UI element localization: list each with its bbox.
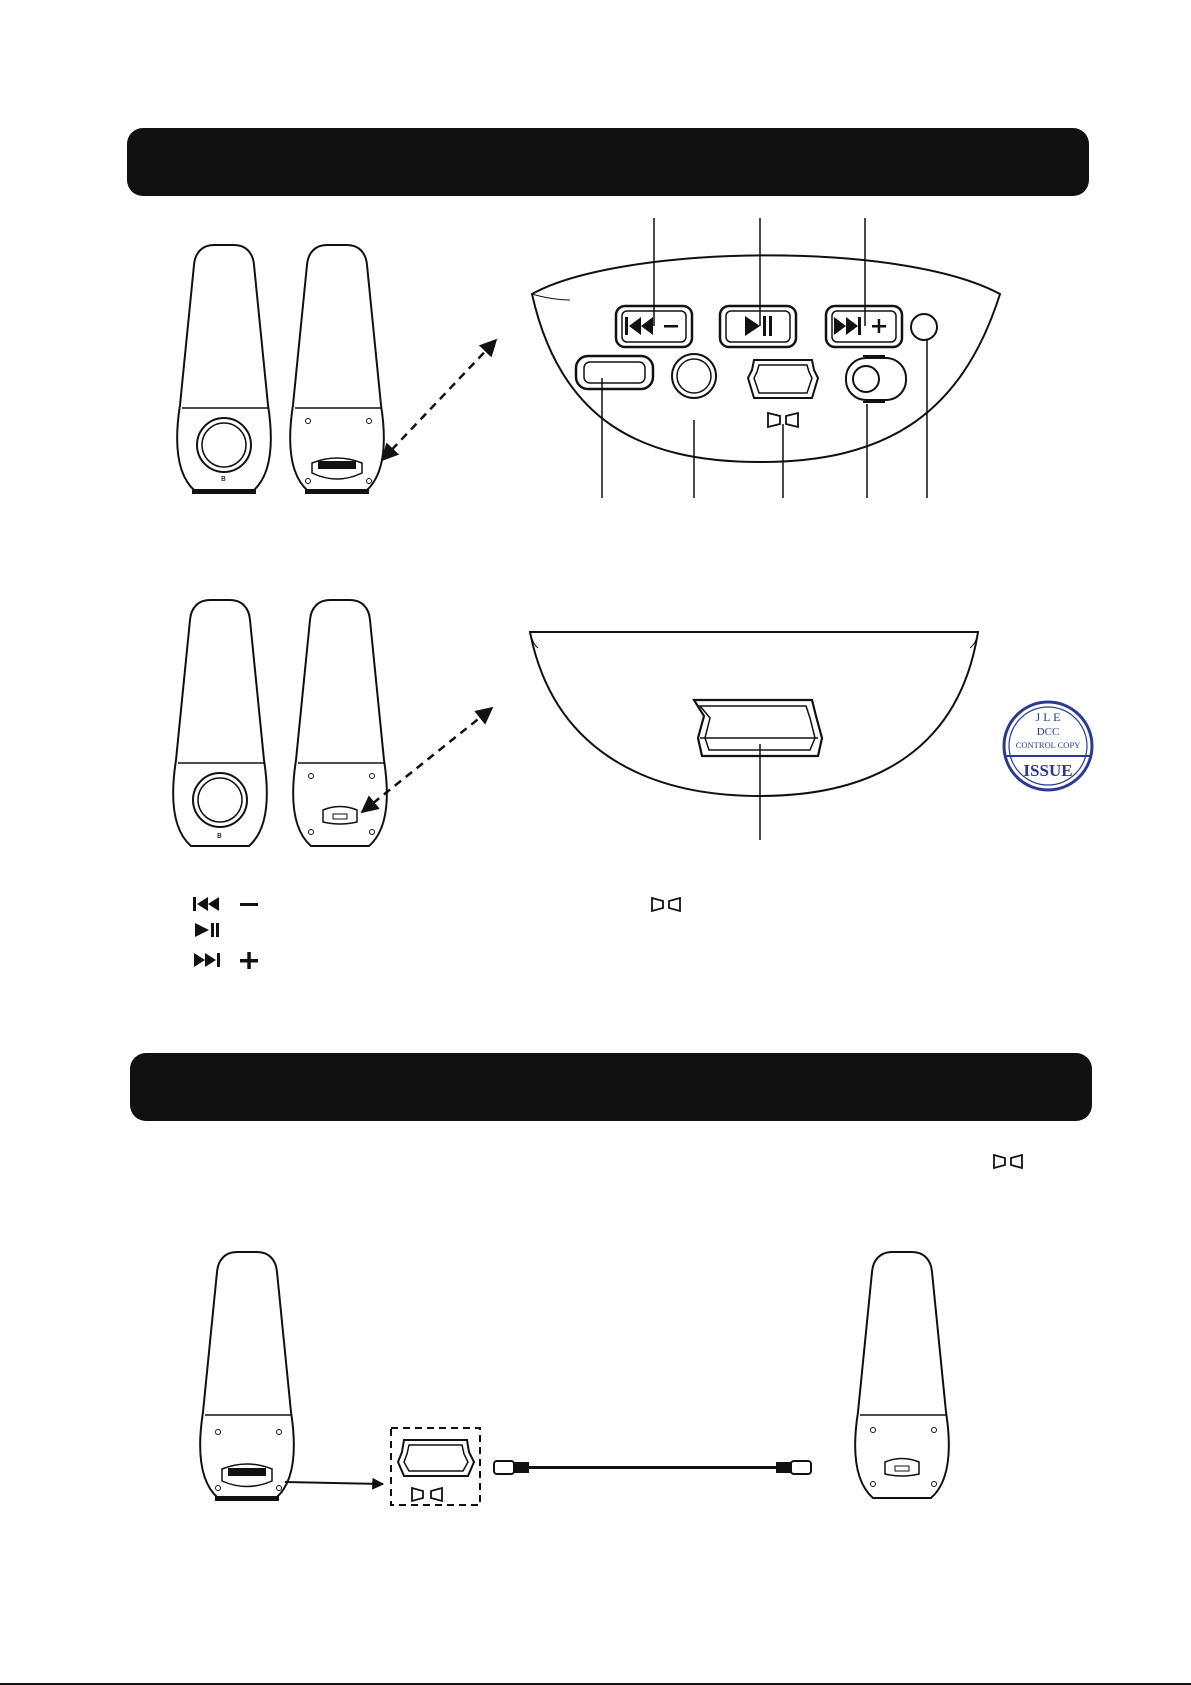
usb-charging-port [576, 356, 653, 389]
dashed-pointer-1 [382, 340, 496, 460]
speaker-front-1 [177, 245, 271, 494]
next-volume-up-button[interactable] [826, 306, 902, 347]
next-volume-up-icon [194, 953, 216, 967]
stamp-dcc: DCC [1036, 726, 1060, 738]
dashed-pointer-2 [362, 708, 492, 812]
link-cable-icon [494, 1461, 811, 1474]
link-port-closeup [530, 632, 978, 840]
aux-input-jack [672, 354, 716, 398]
control-panel-closeup [532, 218, 1000, 498]
indicator-led [911, 314, 937, 340]
previous-volume-down-icon [193, 897, 196, 911]
stamp-issue: ISSUE [1023, 761, 1073, 780]
dcc-control-stamp [1004, 702, 1092, 790]
port-callout-arrow [285, 1482, 383, 1484]
speaker-slave-back [855, 1252, 949, 1498]
play-pause-icon [195, 923, 209, 937]
power-switch[interactable] [846, 356, 906, 402]
stamp-initials: J L E [1035, 710, 1061, 724]
speaker-back-1 [290, 245, 384, 494]
legend-speaker-link [652, 898, 680, 911]
speaker-master-back [200, 1252, 294, 1501]
speaker-front-2 [173, 600, 267, 846]
legend-play-pause [195, 923, 219, 937]
stamp-control-copy: CONTROL COPY [1015, 740, 1081, 750]
link-port-detail-box [391, 1428, 480, 1505]
legend-prev-vol-down [193, 897, 258, 911]
speaker-back-2 [293, 600, 387, 846]
legend-next-vol-up [194, 952, 258, 969]
bluetooth-icon: ʙ [217, 830, 222, 840]
speaker-link-icon-inline [994, 1155, 1022, 1168]
speaker-link-port [748, 360, 818, 398]
play-pause-button[interactable] [720, 306, 796, 347]
bluetooth-icon: ʙ [221, 473, 226, 483]
